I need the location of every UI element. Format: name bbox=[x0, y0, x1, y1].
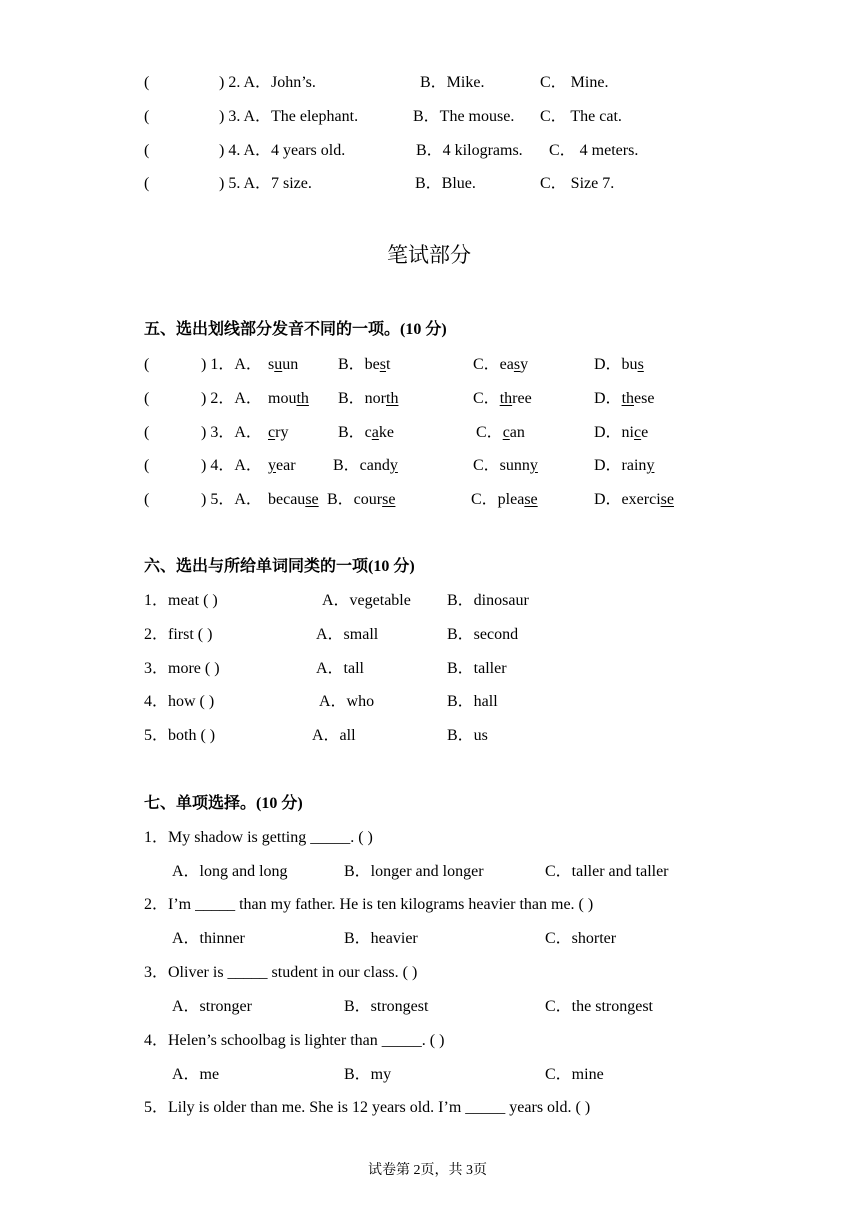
option-a: A．who bbox=[319, 693, 375, 710]
question: 4．how ( ) bbox=[144, 693, 215, 710]
option-a: A．me bbox=[172, 1066, 220, 1083]
word-part: y bbox=[520, 356, 529, 373]
underlined-letters: se bbox=[660, 491, 674, 508]
word-part: C． bbox=[473, 390, 500, 407]
underlined-letters: s bbox=[513, 356, 521, 373]
question: 1．My shadow is getting _____. ( ) bbox=[144, 829, 373, 846]
underlined-letters: y bbox=[389, 457, 398, 474]
question: 2．I’m _____ than my father. He is ten kilograms heavier than me. ( ) bbox=[144, 896, 594, 913]
option-c: C．mine bbox=[545, 1066, 604, 1083]
paren: ( bbox=[144, 108, 150, 125]
option-d bbox=[594, 355, 644, 375]
word-part: C．sunn bbox=[473, 457, 530, 474]
option-b bbox=[338, 423, 394, 443]
option-b: B．Mike. bbox=[420, 74, 485, 91]
option-c bbox=[473, 456, 538, 476]
word-part: C．ea bbox=[473, 356, 514, 373]
question-stem: ) 3. A．The elephant. bbox=[219, 108, 359, 125]
underlined-letters: s bbox=[379, 356, 387, 373]
underlined-letters: y bbox=[529, 457, 538, 474]
word-part: C．plea bbox=[471, 491, 525, 508]
option-a bbox=[268, 456, 296, 476]
option-a: A．all bbox=[312, 727, 356, 744]
option-b: B．heavier bbox=[344, 930, 418, 947]
word-part: D．rain bbox=[594, 457, 647, 474]
word-part: D．ni bbox=[594, 424, 635, 441]
word-part: ree bbox=[512, 390, 532, 407]
option-c: C．taller and taller bbox=[545, 863, 669, 880]
word-part: un bbox=[282, 356, 299, 373]
option-c bbox=[473, 389, 532, 409]
underlined-letters: u bbox=[274, 356, 283, 373]
paren: ( bbox=[144, 74, 150, 91]
option-b: B．taller bbox=[447, 660, 507, 677]
word-part: B．nor bbox=[338, 390, 387, 407]
word-part: D． bbox=[594, 390, 622, 407]
option-b: B．4 kilograms. bbox=[416, 142, 523, 159]
question: 3．more ( ) bbox=[144, 660, 220, 677]
paren: ( bbox=[144, 491, 150, 508]
option-d bbox=[594, 456, 654, 476]
underlined-letters: c bbox=[268, 424, 276, 441]
written-part-title: 笔试部分 bbox=[387, 243, 471, 267]
underlined-letters: s bbox=[637, 356, 644, 373]
paren: ( bbox=[144, 356, 150, 373]
option-b: B．hall bbox=[447, 693, 498, 710]
option-b bbox=[333, 456, 398, 476]
underlined-letters: th bbox=[499, 390, 513, 407]
option-b bbox=[327, 490, 395, 510]
question-stem: ) 2．A． bbox=[201, 390, 262, 407]
section-5-heading: 五、选出划线部分发音不同的一项。(10 分) bbox=[144, 321, 447, 338]
option-c: C．shorter bbox=[545, 930, 617, 947]
option-b: B．us bbox=[447, 727, 488, 744]
option-b: B．my bbox=[344, 1066, 392, 1083]
section-6-heading: 六、选出与所给单词同类的一项(10 分) bbox=[144, 558, 415, 575]
option-c: C． Mine. bbox=[540, 74, 609, 91]
question-stem: ) 1．A． bbox=[201, 356, 262, 373]
option-d bbox=[594, 423, 648, 443]
question: 5．both ( ) bbox=[144, 727, 216, 744]
option-b bbox=[338, 389, 398, 409]
paren: ( bbox=[144, 390, 150, 407]
option-c: C． Size 7. bbox=[540, 175, 615, 192]
underlined-letters: th bbox=[621, 390, 635, 407]
option-b: B．strongest bbox=[344, 998, 429, 1015]
option-c bbox=[471, 490, 538, 510]
option-d bbox=[594, 389, 654, 409]
underlined-letters: a bbox=[371, 424, 379, 441]
underlined-letters: c bbox=[502, 424, 510, 441]
option-a: A．vegetable bbox=[322, 592, 411, 609]
page-footer: 试卷第 2页，共 3页 bbox=[368, 1163, 487, 1178]
option-a: A．thinner bbox=[172, 930, 245, 947]
word-part: s bbox=[268, 356, 275, 373]
option-b bbox=[338, 355, 390, 375]
underlined-letters: se bbox=[382, 491, 396, 508]
option-c: C． 4 meters. bbox=[549, 142, 639, 159]
option-a bbox=[268, 389, 309, 409]
option-a bbox=[268, 423, 288, 443]
question-stem: ) 4. A．4 years old. bbox=[219, 142, 346, 159]
paren: ( bbox=[144, 457, 150, 474]
option-a: A．tall bbox=[316, 660, 364, 677]
question-stem: ) 4．A． bbox=[201, 457, 262, 474]
option-c bbox=[473, 355, 528, 375]
underlined-letters: y bbox=[268, 457, 276, 474]
word-part: an bbox=[509, 424, 525, 441]
underlined-letters: c bbox=[634, 424, 642, 441]
word-part: B．be bbox=[338, 356, 380, 373]
word-part: e bbox=[641, 424, 649, 441]
option-c: C． The cat. bbox=[540, 108, 622, 125]
word-part: ear bbox=[276, 457, 296, 474]
option-a bbox=[268, 490, 319, 510]
paren: ( bbox=[144, 142, 150, 159]
word-part: ry bbox=[275, 424, 289, 441]
word-part: C． bbox=[476, 424, 503, 441]
word-part: ese bbox=[634, 390, 655, 407]
underlined-letters: th bbox=[386, 390, 399, 407]
section-7-heading: 七、单项选择。(10 分) bbox=[144, 795, 303, 812]
option-a: A．small bbox=[316, 626, 379, 643]
option-b: B．The mouse. bbox=[413, 108, 515, 125]
underlined-letters: y bbox=[646, 457, 655, 474]
word-part: D．exerci bbox=[594, 491, 661, 508]
option-b: B．dinosaur bbox=[447, 592, 529, 609]
question-stem: ) 3．A． bbox=[201, 424, 262, 441]
underlined-letters: se bbox=[305, 491, 319, 508]
option-c: C．the strongest bbox=[545, 998, 653, 1015]
word-part: B．cand bbox=[333, 457, 390, 474]
question-stem: ) 5. A．7 size. bbox=[219, 175, 312, 192]
word-part: B．c bbox=[338, 424, 372, 441]
question: 4．Helen’s schoolbag is lighter than _____. ( ) bbox=[144, 1032, 445, 1049]
option-c bbox=[476, 423, 525, 443]
option-a: A．stronger bbox=[172, 998, 252, 1015]
question: 1．meat ( ) bbox=[144, 592, 218, 609]
option-a: A．long and long bbox=[172, 863, 288, 880]
option-b: B．second bbox=[447, 626, 519, 643]
question-stem: ) 2. A．John’s. bbox=[219, 74, 316, 91]
option-b: B．Blue. bbox=[415, 175, 476, 192]
option-d bbox=[594, 490, 674, 510]
option-b: B．longer and longer bbox=[344, 863, 484, 880]
option-a bbox=[268, 355, 298, 375]
question: 3．Oliver is _____ student in our class. ( ) bbox=[144, 964, 418, 981]
word-part: B．cour bbox=[327, 491, 383, 508]
question: 2．first ( ) bbox=[144, 626, 213, 643]
word-part: mou bbox=[268, 390, 297, 407]
underlined-letters: th bbox=[296, 390, 309, 407]
paren: ( bbox=[144, 175, 150, 192]
question-stem: ) 5．A． bbox=[201, 491, 262, 508]
word-part: ke bbox=[378, 424, 394, 441]
word-part: D．bu bbox=[594, 356, 638, 373]
underlined-letters: se bbox=[524, 491, 538, 508]
question: 5．Lily is older than me. She is 12 years old. I’m _____ years old. ( ) bbox=[144, 1099, 591, 1116]
paren: ( bbox=[144, 424, 150, 441]
word-part: t bbox=[386, 356, 391, 373]
word-part: becau bbox=[268, 491, 306, 508]
